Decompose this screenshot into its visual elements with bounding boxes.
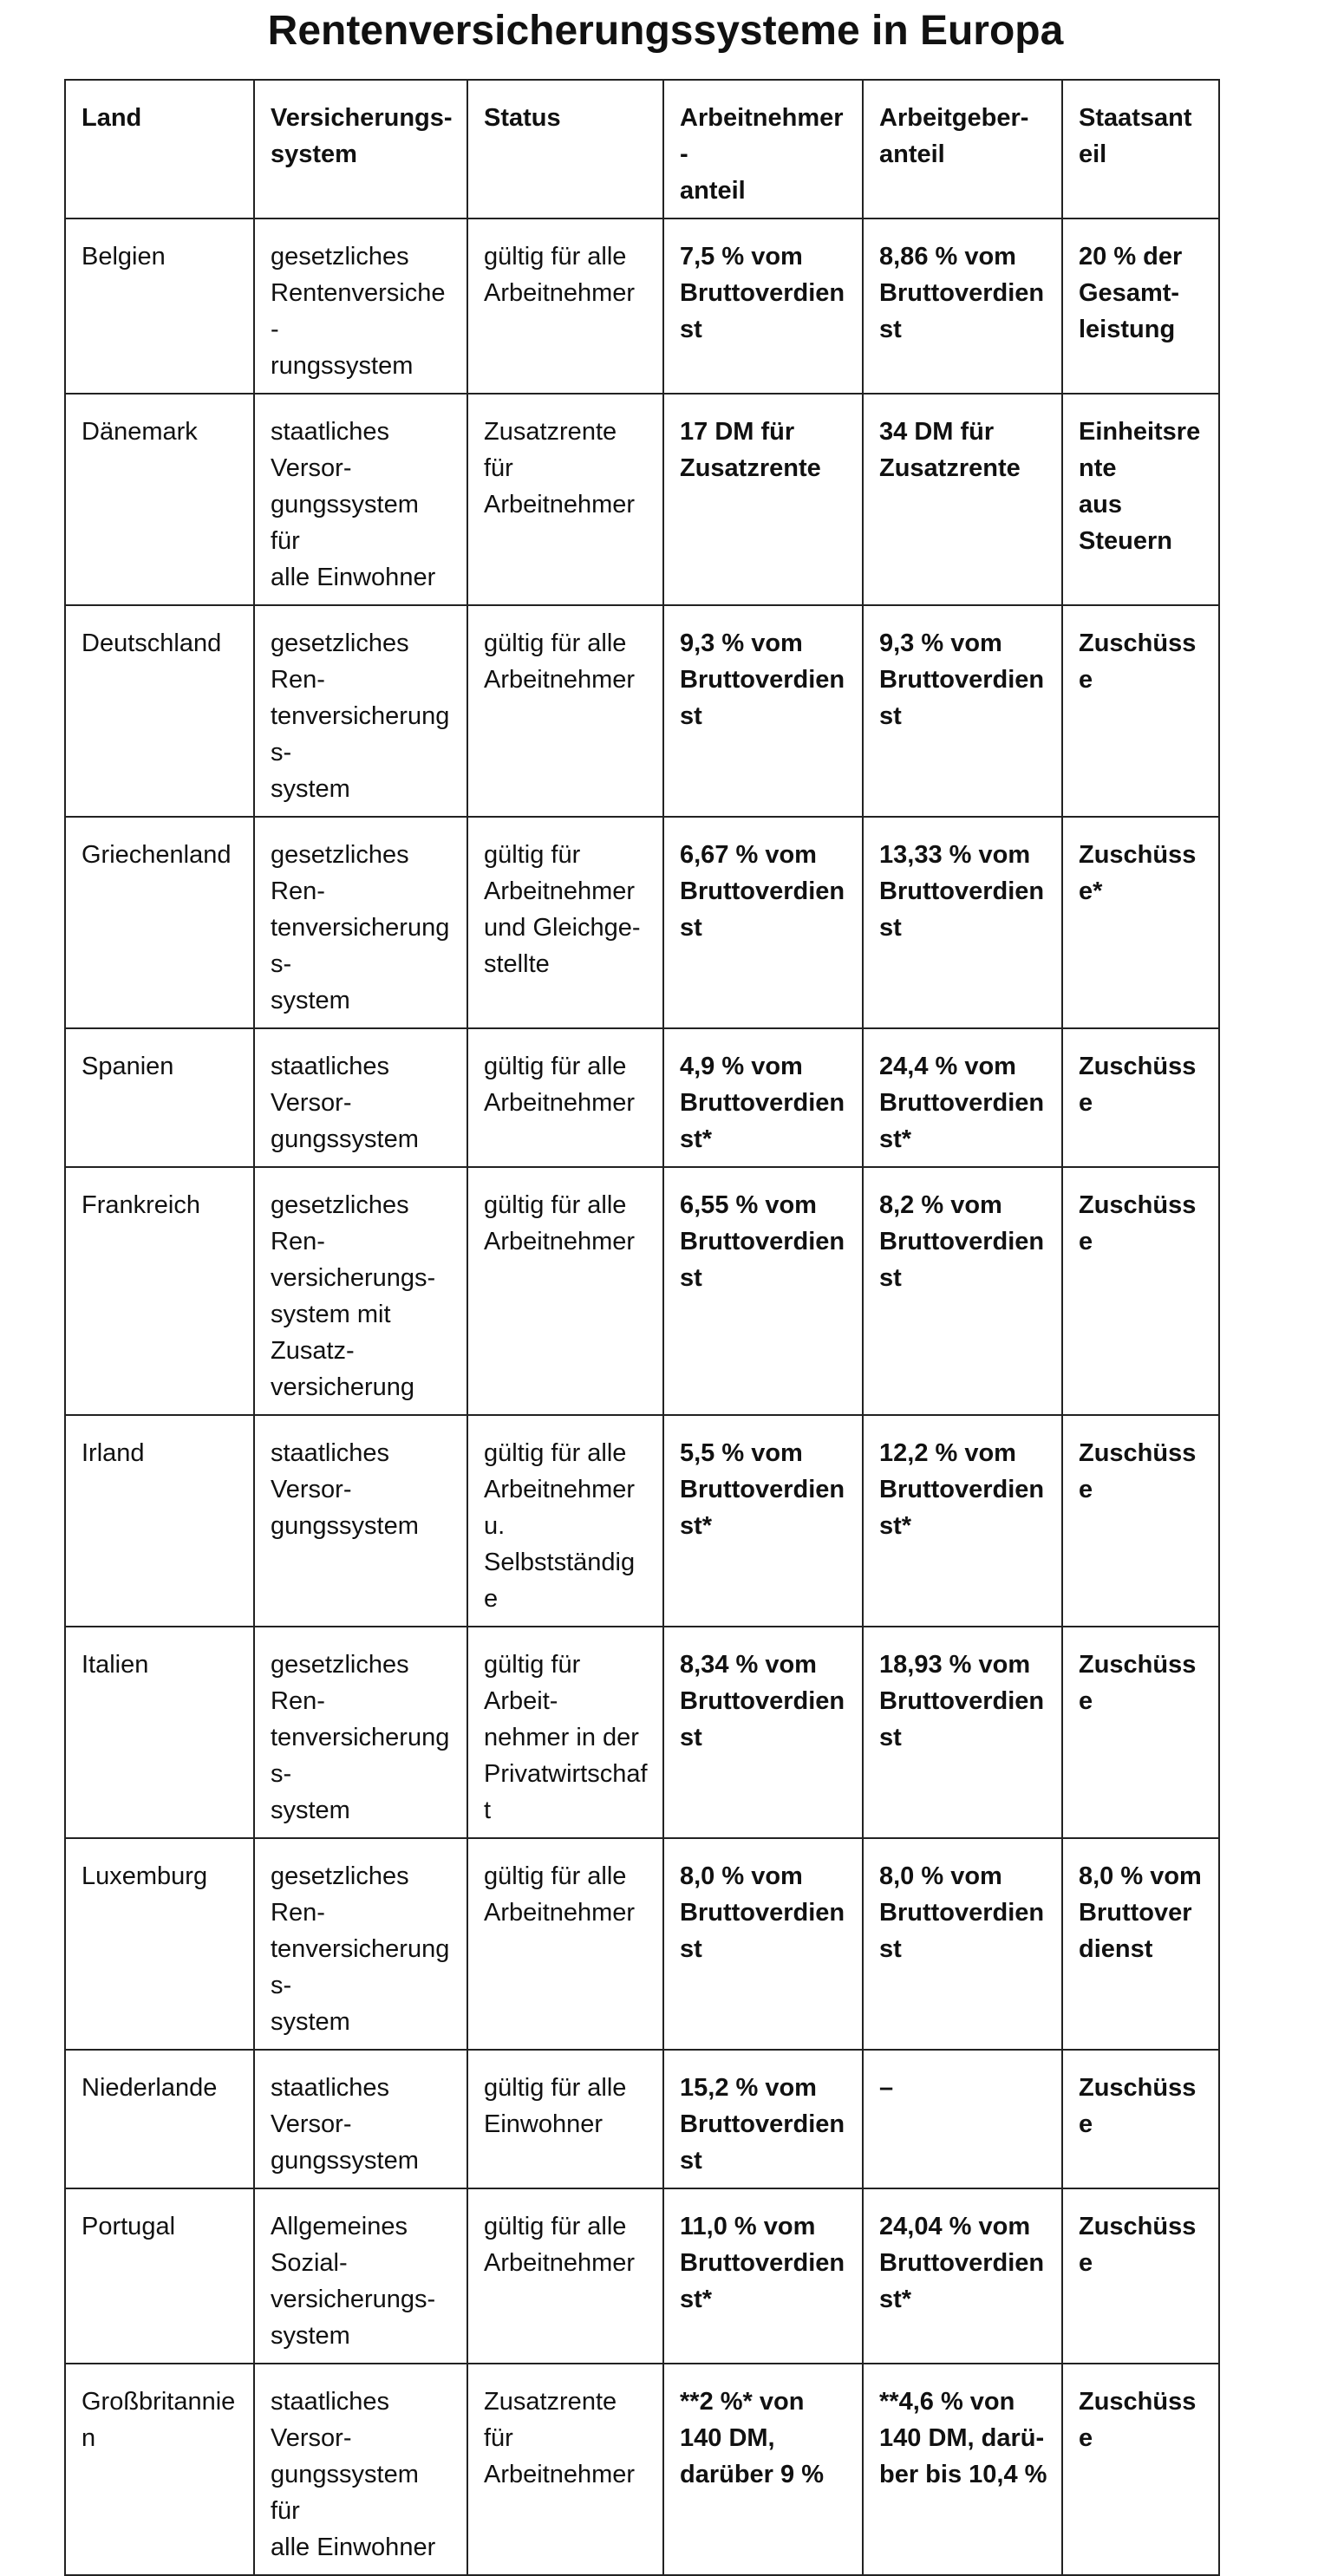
employer-share-cell-text: 8,0 % vom Bruttoverdienst [879, 1862, 1045, 1963]
table-row [65, 2188, 1219, 2364]
status-cell-text: Zusatzrente für Arbeitnehmer [484, 2388, 636, 2488]
state-share-cell [1062, 2188, 1219, 2364]
state-share-cell-text: 20 % der Gesamt- leistung [1079, 243, 1183, 343]
table-row [65, 1627, 1219, 1838]
state-share-cell-text: Einheitsrente aus Steuern [1079, 418, 1201, 555]
employer-share-cell [863, 1838, 1062, 2050]
table-row [65, 1028, 1219, 1167]
system-cell-text: Allgemeines Sozial- versicherungs- system [271, 2213, 436, 2350]
state-share-cell [1062, 218, 1219, 394]
employer-share-cell [863, 1028, 1062, 1167]
header-label: Land [82, 104, 142, 132]
employee-share-cell [663, 1838, 863, 2050]
state-share-cell [1062, 1415, 1219, 1627]
status-cell [467, 2364, 663, 2575]
system-cell [254, 605, 467, 817]
header-row [65, 80, 1219, 218]
country-cell [65, 2050, 254, 2188]
country-cell-text: Irland [82, 1439, 145, 1467]
header-label: Staatsanteil [1079, 104, 1192, 168]
status-cell [467, 817, 663, 1028]
employer-share-cell [863, 1627, 1062, 1838]
status-cell-text: Zusatzrente für Arbeitnehmer [484, 418, 636, 518]
employee-share-cell-text: 8,34 % vom Bruttoverdienst [680, 1651, 845, 1751]
state-share-cell-text: Zuschüsse [1079, 1439, 1197, 1503]
employee-share-cell-text: 7,5 % vom Bruttoverdienst [680, 243, 845, 343]
system-cell-text: gesetzliches Ren- tenversicherungs- system [271, 841, 450, 1014]
status-cell [467, 1838, 663, 2050]
country-cell [65, 1627, 254, 1838]
employer-share-cell-text: **4,6 % von 140 DM, darü- ber bis 10,4 % [879, 2388, 1047, 2488]
employee-share-cell-text: **2 %* von 140 DM, darüber 9 % [680, 2388, 824, 2488]
country-cell-text: Italien [82, 1651, 149, 1679]
header-label: Status [484, 104, 561, 132]
employee-share-cell [663, 1028, 863, 1167]
country-cell [65, 1167, 254, 1415]
employee-share-cell [663, 2364, 863, 2575]
system-cell [254, 2364, 467, 2575]
employer-share-cell [863, 817, 1062, 1028]
employee-share-cell [663, 218, 863, 394]
system-cell-text: staatliches Versor- gungssystem [271, 2074, 419, 2175]
page-title: Rentenversicherungssysteme in Europa [267, 8, 1064, 54]
system-cell-text: staatliches Versor- gungssystem für alle Einwohner [271, 418, 436, 591]
system-cell-text: gesetzliches Ren- tenversicherungs- system [271, 1862, 450, 2036]
country-cell-text: Niederlande [82, 2074, 218, 2102]
state-share-cell-text: Zuschüsse [1079, 2388, 1197, 2452]
employee-share-cell-text: 11,0 % vom Bruttoverdienst* [680, 2213, 845, 2313]
status-cell-text: gültig für alle Arbeitnehmer [484, 629, 636, 694]
employer-share-cell-text: 18,93 % vom Bruttoverdienst [879, 1651, 1045, 1751]
country-cell [65, 2188, 254, 2364]
status-cell-text: gültig für alle Arbeitnehmer [484, 243, 636, 307]
employer-share-cell-text: 8,86 % vom Bruttoverdienst [879, 243, 1045, 343]
employee-share-cell-text: 9,3 % vom Bruttoverdienst [680, 629, 845, 730]
header-employer-share [863, 80, 1062, 218]
employer-share-cell-text: 12,2 % vom Bruttoverdienst* [879, 1439, 1045, 1540]
employer-share-cell-text: – [879, 2074, 894, 2102]
system-cell [254, 1415, 467, 1627]
country-cell [65, 394, 254, 605]
system-cell-text: gesetzliches Ren- tenversicherungs- system [271, 629, 450, 803]
system-cell [254, 394, 467, 605]
state-share-cell [1062, 2050, 1219, 2188]
table-row [65, 2050, 1219, 2188]
employee-share-cell [663, 2050, 863, 2188]
state-share-cell [1062, 2364, 1219, 2575]
state-share-cell-text: Zuschüsse* [1079, 841, 1197, 905]
status-cell [467, 1167, 663, 1415]
state-share-cell [1062, 1627, 1219, 1838]
status-cell [467, 2188, 663, 2364]
country-cell [65, 218, 254, 394]
employee-share-cell-text: 6,55 % vom Bruttoverdienst [680, 1191, 845, 1292]
employer-share-cell [863, 2364, 1062, 2575]
header-employee-share [663, 80, 863, 218]
country-cell-text: Frankreich [82, 1191, 200, 1219]
status-cell [467, 394, 663, 605]
state-share-cell-text: Zuschüsse [1079, 1191, 1197, 1255]
status-cell [467, 1028, 663, 1167]
state-share-cell [1062, 1028, 1219, 1167]
system-cell-text: staatliches Versor- gungssystem für alle Einwohner [271, 2388, 436, 2561]
employee-share-cell-text: 6,67 % vom Bruttoverdienst [680, 841, 845, 942]
country-cell-text: Dänemark [82, 418, 198, 446]
header-status [467, 80, 663, 218]
employee-share-cell [663, 1167, 863, 1415]
table-row [65, 394, 1219, 605]
status-cell [467, 1415, 663, 1627]
table-row [65, 218, 1219, 394]
country-cell [65, 1028, 254, 1167]
employee-share-cell-text: 4,9 % vom Bruttoverdienst* [680, 1053, 845, 1153]
system-cell [254, 1167, 467, 1415]
employer-share-cell [863, 1167, 1062, 1415]
system-cell [254, 1627, 467, 1838]
employer-share-cell [863, 218, 1062, 394]
state-share-cell [1062, 605, 1219, 817]
country-cell [65, 2364, 254, 2575]
system-cell-text: gesetzliches Ren- versicherungs- system mit Zusatz- versicherung [271, 1191, 436, 1401]
employer-share-cell-text: 24,04 % vom Bruttoverdienst* [879, 2213, 1045, 2313]
header-label: Arbeitnehmer- anteil [680, 104, 844, 205]
state-share-cell-text: Zuschüsse [1079, 2213, 1197, 2277]
status-cell [467, 1627, 663, 1838]
employer-share-cell [863, 2188, 1062, 2364]
employee-share-cell [663, 605, 863, 817]
country-cell-text: Deutschland [82, 629, 222, 657]
status-cell-text: gültig für Arbeitnehmer und Gleichge- stellte [484, 841, 641, 978]
system-cell [254, 817, 467, 1028]
system-cell [254, 2050, 467, 2188]
country-cell-text: Großbritannien [82, 2388, 236, 2452]
header-label: Arbeitgeber- anteil [879, 104, 1029, 168]
country-cell [65, 605, 254, 817]
country-cell [65, 1415, 254, 1627]
employee-share-cell-text: 17 DM für Zusatzrente [680, 418, 821, 482]
status-cell-text: gültig für alle Arbeitnehmer [484, 1053, 636, 1117]
table-row [65, 605, 1219, 817]
state-share-cell [1062, 1838, 1219, 2050]
system-cell-text: gesetzliches Rentenversiche- rungssystem [271, 243, 446, 380]
employer-share-cell [863, 2050, 1062, 2188]
header-system [254, 80, 467, 218]
table-row [65, 1415, 1219, 1627]
status-cell-text: gültig für alle Einwohner [484, 2074, 627, 2138]
country-cell-text: Spanien [82, 1053, 174, 1080]
status-cell [467, 605, 663, 817]
employee-share-cell-text: 5,5 % vom Bruttoverdienst* [680, 1439, 845, 1540]
status-cell-text: gültig für Arbeit- nehmer in der Privatwirtschaft [484, 1651, 648, 1824]
state-share-cell [1062, 817, 1219, 1028]
table-body [65, 218, 1219, 2575]
table-row [65, 1838, 1219, 2050]
status-cell [467, 218, 663, 394]
status-cell-text: gültig für alle Arbeitnehmer [484, 1862, 636, 1927]
state-share-cell-text: Zuschüsse [1079, 1651, 1197, 1715]
system-cell-text: gesetzliches Ren- tenversicherungs- system [271, 1651, 450, 1824]
country-cell-text: Griechenland [82, 841, 232, 869]
status-cell-text: gültig für alle Arbeitnehmer u. Selbstständige [484, 1439, 636, 1613]
country-cell [65, 1838, 254, 2050]
employer-share-cell [863, 1415, 1062, 1627]
employer-share-cell [863, 605, 1062, 817]
country-cell-text: Belgien [82, 243, 166, 271]
status-cell-text: gültig für alle Arbeitnehmer [484, 2213, 636, 2277]
country-cell-text: Luxemburg [82, 1862, 208, 1890]
employer-share-cell-text: 24,4 % vom Bruttoverdienst* [879, 1053, 1045, 1153]
state-share-cell-text: 8,0 % vom Bruttoverdienst [1079, 1862, 1202, 1963]
table-row [65, 817, 1219, 1028]
system-cell [254, 2188, 467, 2364]
status-cell [467, 2050, 663, 2188]
employee-share-cell [663, 1415, 863, 1627]
employer-share-cell-text: 9,3 % vom Bruttoverdienst [879, 629, 1045, 730]
employer-share-cell-text: 34 DM für Zusatzrente [879, 418, 1021, 482]
state-share-cell [1062, 1167, 1219, 1415]
pension-systems-table [64, 79, 1220, 2576]
table-row [65, 2364, 1219, 2575]
status-cell-text: gültig für alle Arbeitnehmer [484, 1191, 636, 1255]
employer-share-cell-text: 8,2 % vom Bruttoverdienst [879, 1191, 1045, 1292]
table-row [65, 1167, 1219, 1415]
state-share-cell [1062, 394, 1219, 605]
employee-share-cell [663, 394, 863, 605]
header-state-share [1062, 80, 1219, 218]
system-cell [254, 1838, 467, 2050]
employer-share-cell [863, 394, 1062, 605]
system-cell [254, 1028, 467, 1167]
state-share-cell-text: Zuschüsse [1079, 1053, 1197, 1117]
system-cell-text: staatliches Versor- gungssystem [271, 1439, 419, 1540]
employer-share-cell-text: 13,33 % vom Bruttoverdienst [879, 841, 1045, 942]
header-land [65, 80, 254, 218]
system-cell-text: staatliches Versor- gungssystem [271, 1053, 419, 1153]
employee-share-cell-text: 8,0 % vom Bruttoverdienst [680, 1862, 845, 1963]
state-share-cell-text: Zuschüsse [1079, 629, 1197, 694]
employee-share-cell [663, 2188, 863, 2364]
employee-share-cell-text: 15,2 % vom Bruttoverdienst [680, 2074, 845, 2175]
employee-share-cell [663, 1627, 863, 1838]
country-cell [65, 817, 254, 1028]
country-cell-text: Portugal [82, 2213, 176, 2240]
employee-share-cell [663, 817, 863, 1028]
system-cell [254, 218, 467, 394]
header-label: Versicherungs- system [271, 104, 453, 168]
state-share-cell-text: Zuschüsse [1079, 2074, 1197, 2138]
